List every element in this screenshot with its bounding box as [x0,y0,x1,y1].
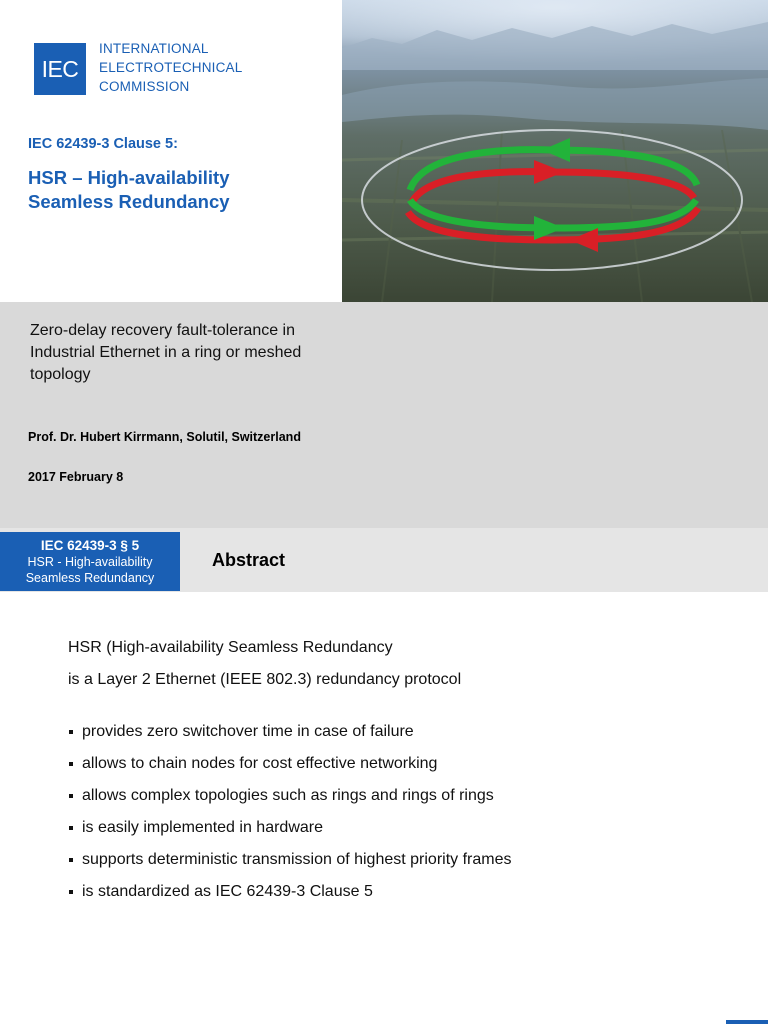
section-tag-sub: HSR - High-availability [27,555,153,569]
subtitle [30,320,301,386]
list-item-text: supports deterministic transmission of highest priority frames [82,851,512,868]
list-item-text: allows to chain nodes for cost effective networking [82,755,438,772]
presentation-title [28,166,230,214]
section-tag-sub: Seamless Redundancy [25,571,155,585]
title-line: Seamless Redundancy [28,191,230,212]
iec-logo [34,43,86,95]
clause-heading: IEC 62439-3 Clause 5: [28,136,178,152]
title-slide [0,0,768,302]
abstract-intro [68,632,748,696]
subtitle-line: topology [30,366,91,383]
list-item [68,780,748,812]
abstract-title: Abstract [212,550,286,570]
list-item-text: allows complex topologies such as rings and rings of rings [82,787,494,804]
presentation-date: 2017 February 8 [28,470,124,484]
abstract-header [0,528,768,592]
list-item [68,716,748,748]
list-item-text: provides zero switchover time in case of failure [82,723,414,740]
bullet-icon [69,794,73,798]
bullet-icon [69,826,73,830]
iec-name-line: ELECTROTECHNICAL [99,60,243,75]
section-tag-title: IEC 62439-3 § 5 [40,538,140,553]
subtitle-line: Zero-delay recovery fault-tolerance in [30,322,296,339]
abstract-body [68,632,748,908]
bullet-icon [69,890,73,894]
list-item [68,876,748,908]
iec-name-line: INTERNATIONAL [99,41,209,56]
bullet-icon [69,858,73,862]
subtitle-line: Industrial Ethernet in a ring or meshed [30,344,302,361]
list-item-text: is standardized as IEC 62439-3 Clause 5 [82,883,373,900]
bullet-icon [69,730,73,734]
section-tag [0,532,180,591]
iec-full-name [99,39,242,96]
page-corner-mark [726,1020,768,1024]
aerial-ring-photo-icon [342,0,768,302]
iec-logo-text: IEC [41,55,79,82]
aerial-ring-photo [342,0,768,302]
title-line: HSR – High-availability [28,167,230,188]
list-item [68,748,748,780]
author: Prof. Dr. Hubert Kirrmann, Solutil, Switzerland [28,430,301,444]
iec-name-line: COMMISSION [99,79,190,94]
list-item-text: is easily implemented in hardware [82,819,323,836]
subtitle-panel [0,302,768,528]
intro-line: HSR (High-availability Seamless Redundancy [68,639,393,656]
list-item [68,844,748,876]
feature-list [68,716,748,908]
bullet-icon [69,762,73,766]
intro-line: is a Layer 2 Ethernet (IEEE 802.3) redundancy protocol [68,671,462,688]
list-item [68,812,748,844]
